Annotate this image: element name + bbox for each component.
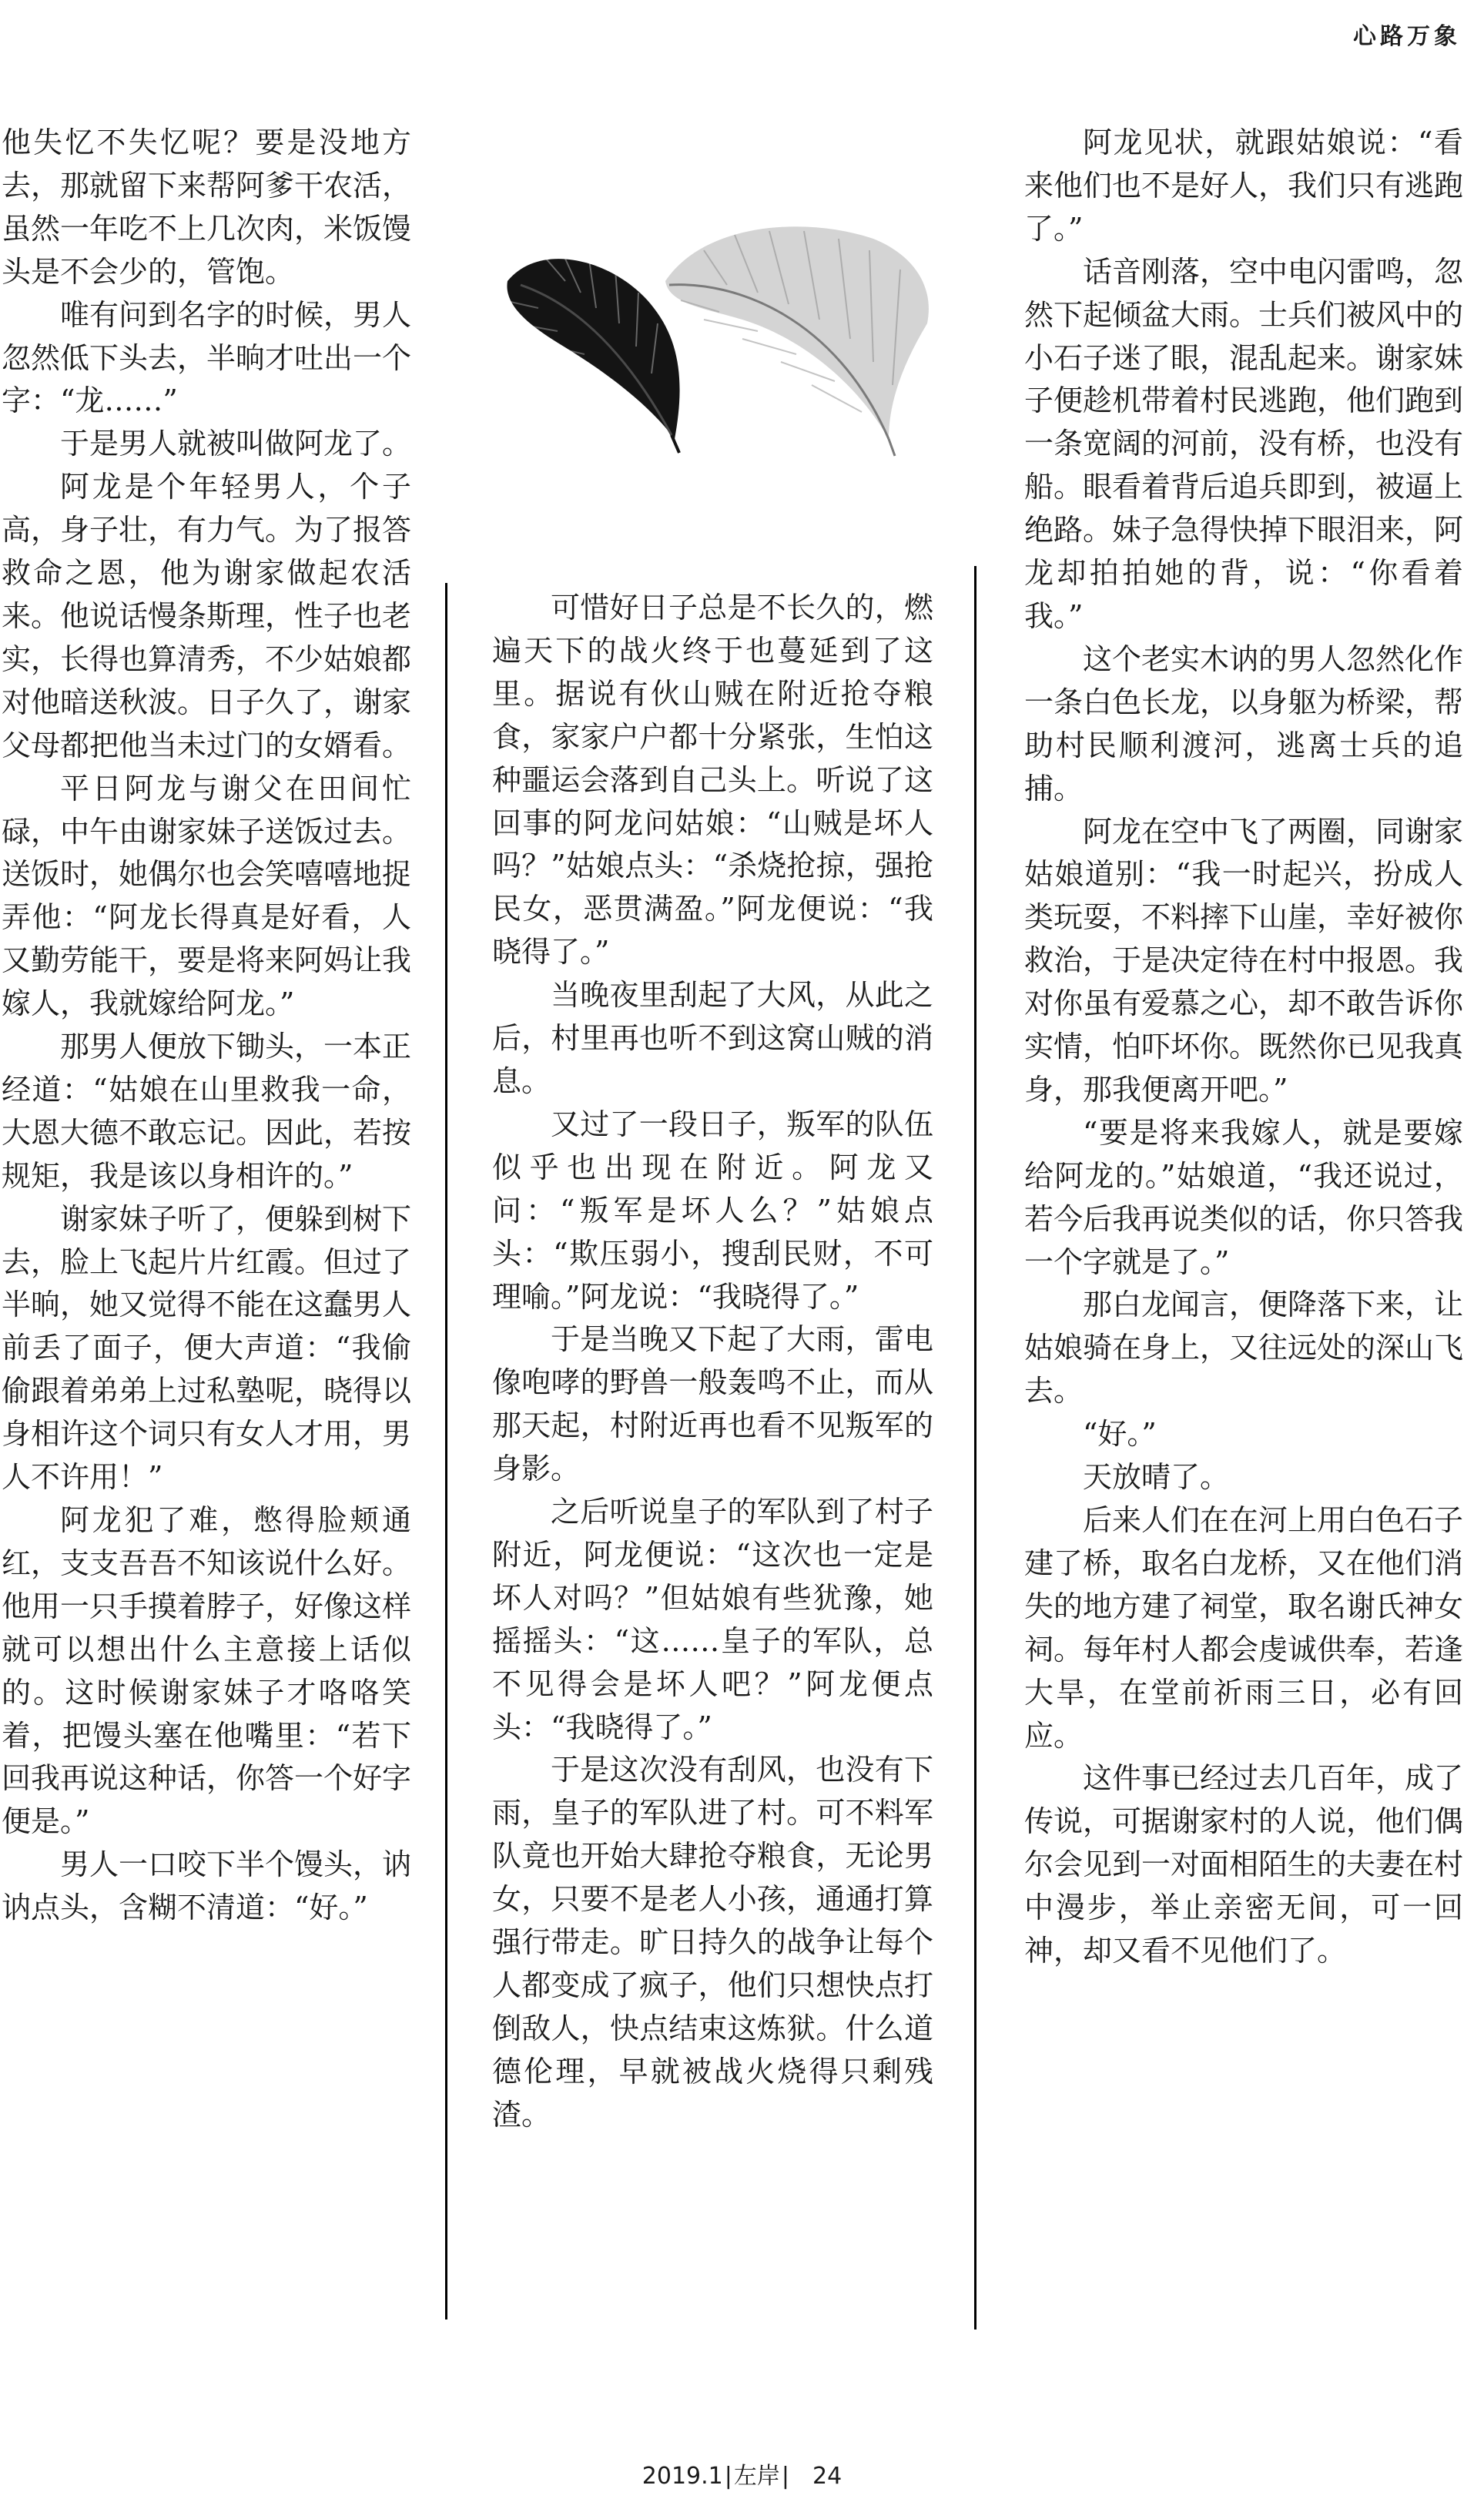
paragraph: 又过了一段日子，叛军的队伍似乎也出现在附近。阿龙又问：“叛军是坏人么？”姑娘点头：“欺压弱小，搜刮民财，不可理喻。”阿龙说：“我晓得了。”	[492, 1107, 933, 1314]
page-footer	[0, 2457, 1484, 2490]
magazine-name: 左岸	[733, 2463, 780, 2490]
column-right	[1024, 122, 1463, 1973]
column-middle	[492, 587, 933, 2137]
footer-separator: |	[724, 2463, 732, 2490]
paragraph: 这件事已经过去几百年，成了传说，可据谢家村的人说，他们偶尔会见到一对面相陌生的夫妻在村中漫步，举止亲密无间，可一回神，却又看不见他们了。	[1024, 1761, 1464, 1968]
paragraph: 那男人便放下锄头，一本正经道：“姑娘在山里救我一命，大恩大德不敢忘记。因此，若按规矩，我是该以身相许的。”	[2, 1030, 412, 1193]
page-number: 24	[812, 2463, 842, 2490]
paragraph: 于是这次没有刮风，也没有下雨，皇子的军队进了村。可不料军队竟也开始大肆抢夺粮食，无论男女，只要不是老人小孩，通通打算强行带走。旷日持久的战争让每个人都变成了疯子，他们只想快点打倒敌人，快点结束这炼狱。什么道德伦理，早就被战火烧得只剩残渣。	[492, 1753, 933, 2132]
footer-separator: |	[781, 2463, 789, 2490]
paragraph: 阿龙犯了难，憋得脸颊通红，支支吾吾不知该说什么好。他用一只手摸着脖子，好像这样就可以想出什么主意接上话似的。这时候谢家妹子才咯咯笑着，把馒头塞在他嘴里：“若下回我再说这种话，你答一个好字便是。”	[2, 1503, 412, 1839]
paragraph: 于是当晚又下起了大雨，雷电像咆哮的野兽一般轰鸣不止，而从那天起，村附近再也看不见叛军的身影。	[492, 1322, 933, 1486]
paragraph: 天放晴了。	[1083, 1460, 1230, 1495]
paragraph: 阿龙是个年轻男人，个子高，身子壮，有力气。为了报答救命之恩，他为谢家做起农活来。他说话慢条斯理，性子也老实，长得也算清秀，不少姑娘都对他暗送秋波。日子久了，谢家父母都把他当未过门的女婿看。	[2, 470, 412, 762]
feathers-illustration	[473, 208, 950, 462]
column-divider-right	[974, 566, 976, 2330]
column-left	[2, 122, 411, 1930]
column-divider-left	[445, 583, 447, 2319]
paragraph: 于是男人就被叫做阿龙了。	[60, 427, 412, 461]
paragraph: 他失忆不失忆呢？要是没地方去，那就留下来帮阿爹干农活，虽然一年吃不上几次肉，米饭馒头是不会少的，管饱。	[2, 126, 412, 289]
light-feather	[665, 226, 929, 456]
paragraph: 话音刚落，空中电闪雷鸣，忽然下起倾盆大雨。士兵们被风中的小石子迷了眼，混乱起来。谢家妹子便趁机带着村民逃跑，他们跑到一条宽阔的河前，没有桥，也没有船。眼看着背后追兵即到，被逼上绝路。妹子急得快掉下眼泪来，阿龙却拍拍她的背，说：“你看着我。”	[1024, 254, 1464, 633]
paragraph: 那白龙闻言，便降落下来，让姑娘骑在身上，又往远处的深山飞去。	[1024, 1288, 1464, 1408]
section-header: 心路万象	[1353, 23, 1461, 50]
paragraph: 当晚夜里刮起了大风，从此之后，村里再也听不到这窝山贼的消息。	[492, 978, 933, 1098]
paragraph: 阿龙在空中飞了两圈，同谢家姑娘道别：“我一时起兴，扮成人类玩耍，不料摔下山崖，幸好被你救治，于是决定待在村中报恩。我对你虽有爱慕之心，却不敢告诉你实情，怕吓坏你。既然你已见我真身，那我便离开吧。”	[1024, 814, 1464, 1107]
paragraph: “好。”	[1083, 1417, 1157, 1452]
paragraph: 谢家妹子听了，便躲到树下去，脸上飞起片片红霞。但过了半晌，她又觉得不能在这蠢男人前丢了面子，便大声道：“我偷偷跟着弟弟上过私塾呢，晓得以身相许这个词只有女人才用，男人不许用！”	[2, 1201, 412, 1495]
paragraph: 可惜好日子总是不长久的，燃遍天下的战火终于也蔓延到了这里。据说有伙山贼在附近抢夺粮食，家家户户都十分紧张，生怕这种噩运会落到自己头上。听说了这回事的阿龙问姑娘：“山贼是坏人吗？”姑娘点头：“杀烧抢掠，强抢民女，恶贯满盈。”阿龙便说：“我晓得了。”	[492, 591, 933, 970]
paragraph: 男人一口咬下半个馒头，讷讷点头，含糊不清道：“好。”	[2, 1847, 412, 1925]
paragraph: “要是将来我嫁人，就是要嫁给阿龙的。”姑娘道，“我还说过，若今后我再说类似的话，你只答我一个字就是了。”	[1024, 1115, 1464, 1279]
dark-feather	[504, 250, 680, 453]
paragraph: 这个老实木讷的男人忽然化作一条白色长龙，以身躯为桥梁，帮助村民顺利渡河，逃离士兵的追捕。	[1024, 641, 1464, 806]
paragraph: 阿龙见状，就跟姑娘说：“看来他们也不是好人，我们只有逃跑了。”	[1024, 126, 1464, 246]
issue-number: 2019.1	[642, 2463, 723, 2490]
paragraph: 后来人们在在河上用白色石子建了桥，取名白龙桥，又在他们消失的地方建了祠堂，取名谢氏神女祠。每年村人都会虔诚供奉，若逢大旱，在堂前祈雨三日，必有回应。	[1024, 1503, 1464, 1753]
paragraph: 之后听说皇子的军队到了村子附近，阿龙便说：“这次也一定是坏人对吗？”但姑娘有些犹豫，她摇摇头：“这……皇子的军队，总不见得会是坏人吧？”阿龙便点头：“我晓得了。”	[492, 1495, 933, 1744]
paragraph: 唯有问到名字的时候，男人忽然低下头去，半晌才吐出一个字：“龙……”	[2, 297, 412, 418]
paragraph: 平日阿龙与谢父在田间忙碌，中午由谢家妹子送饭过去。送饭时，她偶尔也会笑嘻嘻地捉弄他：“阿龙长得真是好看，人又勤劳能干，要是将来阿妈让我嫁人，我就嫁给阿龙。”	[2, 771, 412, 1021]
feather-icon	[473, 208, 950, 462]
